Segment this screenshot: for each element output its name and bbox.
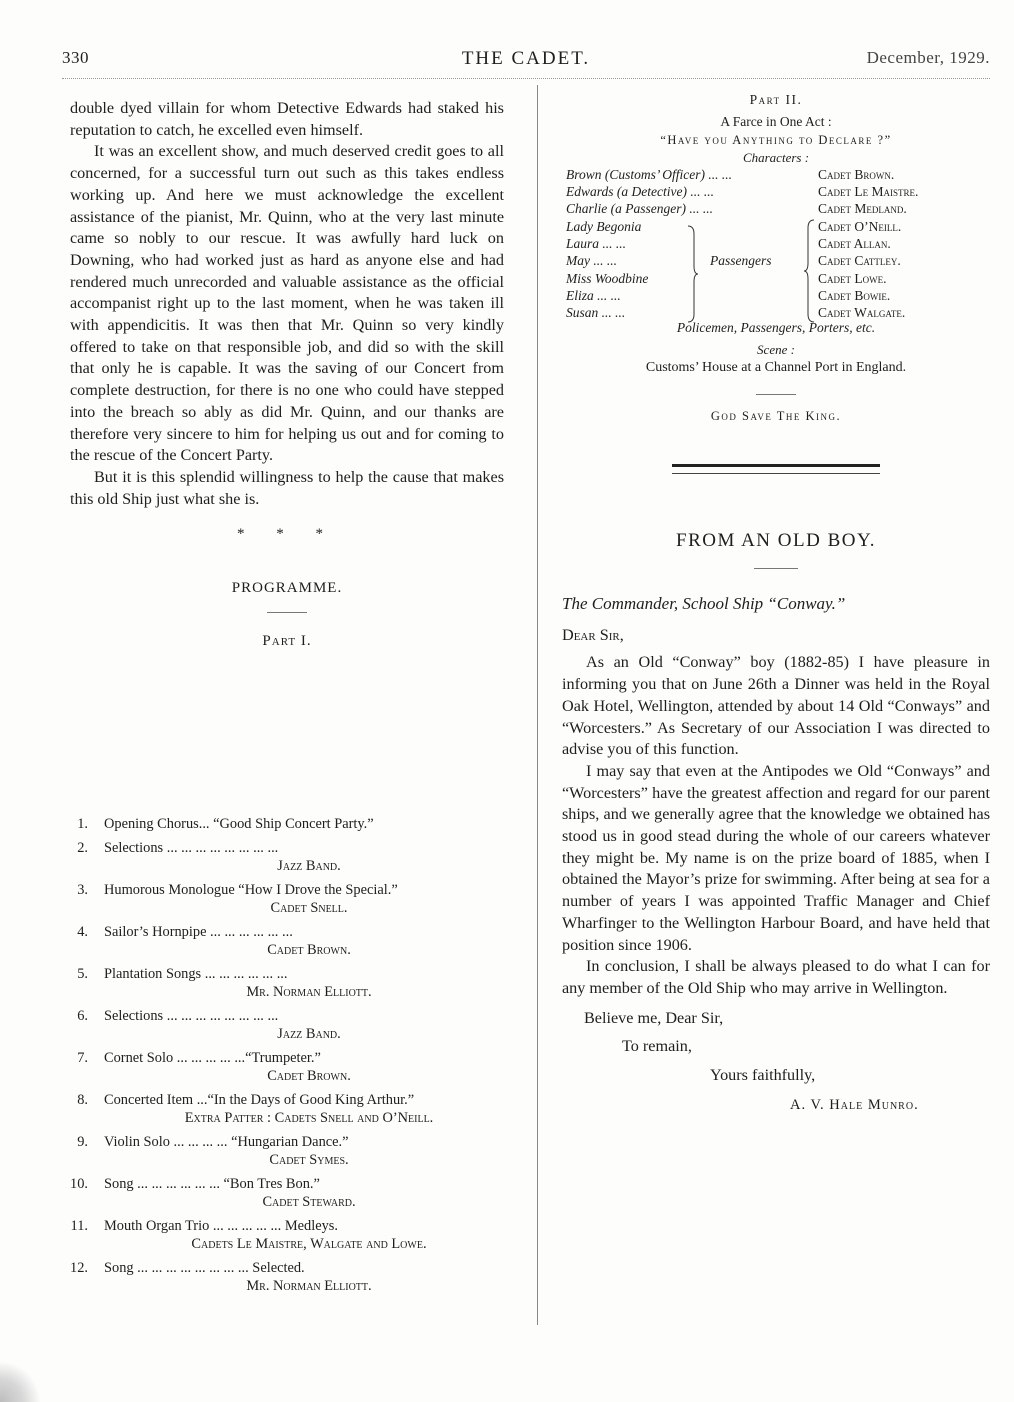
item-performer: Cadet Symes. (269, 1152, 349, 1168)
column-divider (537, 85, 538, 1325)
section-separator: * * * (237, 526, 337, 543)
programme-item (68, 1133, 514, 1169)
item-performer: Mr. Norman Elliott. (246, 984, 372, 1000)
anthem-line: God Save The King. (710, 409, 842, 423)
item-title: Song ... ... ... ... ... ... ... ... Selected. (104, 1260, 305, 1276)
item-title: Sailor’s Hornpipe ... ... ... ... ... ... (104, 924, 293, 940)
item-title: Plantation Songs ... ... ... ... ... ... (104, 966, 288, 982)
characters-heading: Characters : (742, 150, 810, 165)
programme-item (68, 923, 514, 959)
letter-signature: A. V. Hale Munro. (790, 1096, 919, 1113)
item-title: Song ... ... ... ... ... ... “Bon Tres Bon.” (104, 1176, 320, 1192)
part-one-heading: Part I. (262, 632, 312, 649)
farce-subtitle: A Farce in One Act : (720, 114, 832, 129)
article-paragraph: It was an excellent show, and much deserved credit goes to all concerned, for a successful turn out such as this takes endless working up. And here we must acknowledge the excellent assistance of the pianist, Mr. Quinn, who at the very last minute came so nobly to our rescue. It was awfully hard luck on Downing, who had worked just as hard as anyone else and had rendered much unrecorded and valuable assistance as the official accompanist right up to the last moment, when he was taken ill with appendicitis. It was then that Mr. Quinn so very kindly offered to take on that responsible job, and did so with the skill that only he is capable. It was the saving of our Concert from complete destruction, for there is no one who could have stepped into the breach so ably as did Mr. Quinn, and our thanks are therefore very sincere to him for helping us out and for coming to the rescue of the Concert Party. (70, 142, 504, 465)
cast-role: Eliza ... ... (566, 288, 621, 303)
item-number: 4. (77, 924, 88, 940)
section-rule (672, 464, 880, 474)
cast-actor: Cadet O’Neill. (818, 219, 902, 234)
programme-item (68, 1091, 514, 1127)
item-performer: Cadet Brown. (267, 1068, 351, 1084)
item-performer: Extra Patter : Cadets Snell and O’Neill. (184, 1110, 434, 1126)
cast-actor: Cadet Lowe. (818, 271, 887, 286)
programme-item (68, 1007, 514, 1043)
letter-closing: Yours faithfully, (710, 1066, 816, 1085)
scene-label: Scene : (757, 342, 795, 357)
extras-line: Policemen, Passengers, Porters, etc. (676, 320, 876, 335)
item-number: 5. (77, 966, 88, 982)
programme-item (68, 839, 514, 875)
programme-list (68, 815, 514, 1301)
page-number: 330 (62, 48, 89, 67)
header-rule (62, 78, 990, 79)
scan-smudge (0, 1360, 40, 1402)
item-number: 3. (77, 882, 88, 898)
programme-item (68, 1259, 514, 1295)
publication-title: THE CADET. (461, 48, 591, 69)
item-number: 6. (77, 1008, 88, 1024)
cast-actor: Cadet Brown. (818, 167, 895, 182)
cast-list (562, 166, 990, 322)
article-paragraph: double dyed villain for whom Detective Edwards had staked his reputation to catch, he excelled even himself. (70, 99, 504, 139)
letter-closing: To remain, (622, 1037, 692, 1056)
cast-actor: Cadet Bowie. (818, 288, 891, 303)
article-paragraph: But it is this splendid willingness to help the cause that makes this old Ship just what she is. (70, 467, 504, 508)
programme-item (68, 1175, 514, 1211)
cast-actor: Cadet Walgate. (818, 305, 906, 320)
short-rule (754, 568, 798, 569)
cast-role: Susan ... ... (566, 305, 626, 320)
letter-paragraph: I may say that even at the Antipodes we Old “Conways” and “Worcesters” have the greatest affection and regard for our parent ships, and we generally agree that the knowledge we obtained has stood us in good stead during the whole of our careers whatever they might be. My name is on the prize board of 1885, when I obtained the Mayor’s prize for swimming. After being at sea for a number of years I was appointed Traffic Manager and Chief Wharfinger to the Wellington Harbour Board, and have held that position since 1906. (562, 761, 990, 954)
letter-paragraph: As an Old “Conway” boy (1882-85) I have pleasure in informing you that on June 26th a Dinner was held in the Royal Oak Hotel, Wellington, attended by about 14 Old “Conways” and “Worcesters.” As Secretary of our Association I was directed to advise you of this function. (562, 653, 990, 759)
programme-heading: PROGRAMME. (231, 580, 343, 597)
passengers-label: Passengers (710, 253, 772, 268)
programme-item (68, 965, 514, 1001)
letter-title: FROM AN OLD BOY. (676, 530, 876, 551)
letter-body (562, 593, 990, 1116)
cast-actor: Cadet Medland. (818, 201, 907, 216)
cast-role: May ... ... (566, 253, 617, 268)
letter-addressee: The Commander, School Ship “Conway.” (562, 594, 846, 613)
letter-closing: Believe me, Dear Sir, (584, 1008, 724, 1027)
cast-role: Charlie (a Passenger) ... ... (566, 201, 713, 216)
item-title: Concerted Item ...“In the Days of Good King Arthur.” (104, 1092, 415, 1108)
item-performer: Jazz Band. (277, 1026, 341, 1042)
left-brace (686, 224, 698, 324)
item-number: 12. (70, 1260, 88, 1276)
cast-role: Miss Woodbine (566, 271, 649, 286)
cast-actor: Cadet Cattley. (818, 253, 901, 268)
right-column (562, 92, 990, 1116)
item-performer: Mr. Norman Elliott. (246, 1278, 372, 1294)
item-title: Humorous Monologue “How I Drove the Special.” (104, 882, 398, 898)
part-two-heading: Part II. (749, 92, 803, 107)
item-title: Selections ... ... ... ... ... ... ... ... (104, 840, 279, 856)
item-performer: Cadet Steward. (262, 1194, 356, 1210)
item-number: 1. (77, 816, 88, 832)
item-performer: Jazz Band. (277, 858, 341, 874)
programme-item (68, 881, 514, 917)
item-title: Violin Solo ... ... ... ... “Hungarian Dance.” (104, 1134, 349, 1150)
farce-title: “Have you Anything to Declare ?” (660, 133, 892, 147)
letter-salutation: Dear Sir, (562, 625, 624, 644)
item-performer: Cadet Brown. (267, 942, 351, 958)
item-number: 11. (70, 1218, 88, 1234)
cast-actor: Cadet Le Maistre. (818, 184, 919, 199)
item-number: 2. (77, 840, 88, 856)
programme-item (68, 1217, 514, 1253)
letter-paragraph: In conclusion, I shall be always pleased to do what I can for any member of the Old Ship who may arrive in Wellington. (562, 957, 990, 997)
issue-date: December, 1929. (866, 48, 990, 67)
item-number: 9. (77, 1134, 88, 1150)
item-title: Mouth Organ Trio ... ... ... ... ... Medleys. (104, 1218, 338, 1234)
cast-role: Lady Begonia (566, 219, 642, 234)
programme-item (68, 1049, 514, 1085)
item-performer: Cadets Le Maistre, Walgate and Lowe. (191, 1236, 427, 1252)
item-performer: Cadet Snell. (270, 900, 348, 916)
scene-description: Customs’ House at a Channel Port in England. (645, 360, 907, 375)
item-number: 10. (70, 1176, 88, 1192)
cast-actor: Cadet Allan. (818, 236, 891, 251)
right-brace (804, 218, 816, 324)
cast-role: Edwards (a Detective) ... ... (566, 184, 714, 199)
cast-role: Laura ... ... (566, 236, 627, 251)
item-title: Selections ... ... ... ... ... ... ... ... (104, 1008, 279, 1024)
item-number: 8. (77, 1092, 88, 1108)
page-header (62, 48, 990, 72)
item-title: Opening Chorus... “Good Ship Concert Party.” (104, 816, 374, 832)
programme-item (68, 815, 514, 833)
short-rule (756, 394, 796, 395)
cast-role: Brown (Customs’ Officer) ... ... (566, 167, 732, 182)
short-rule (267, 612, 307, 613)
item-title: Cornet Solo ... ... ... ... ...“Trumpeter.” (104, 1050, 321, 1066)
item-number: 7. (77, 1050, 88, 1066)
left-column (70, 98, 504, 652)
